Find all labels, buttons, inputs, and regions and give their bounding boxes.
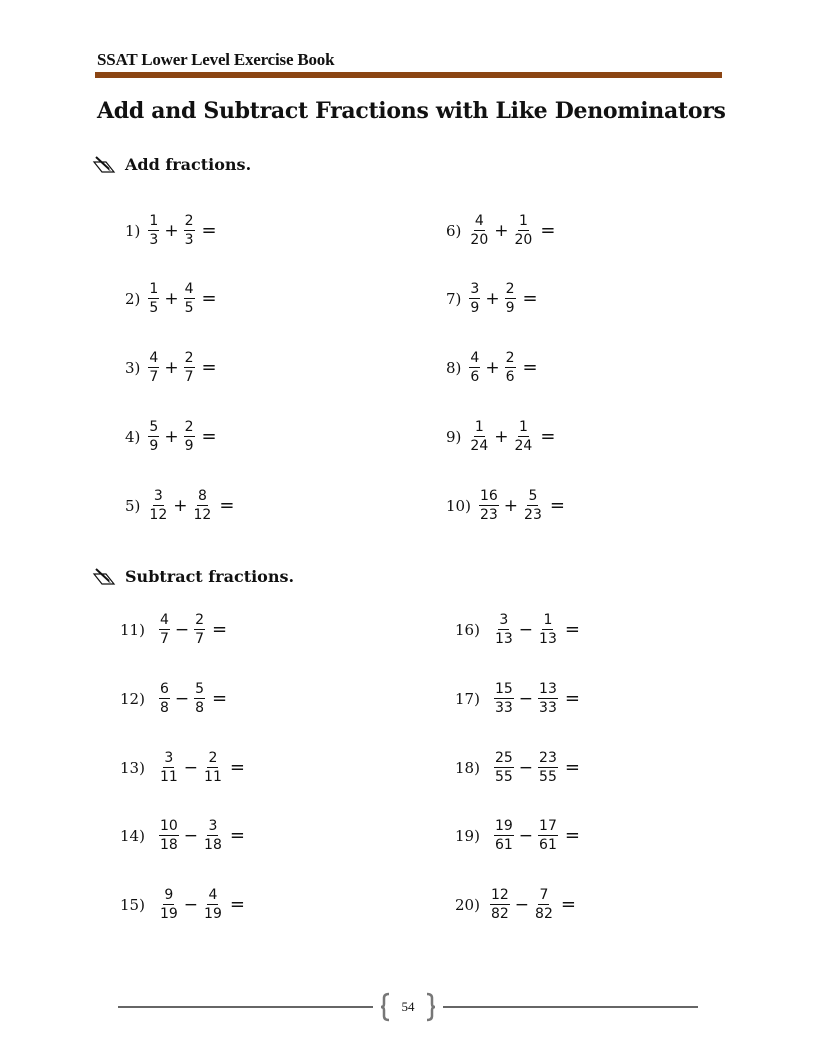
fraction: [182, 282, 197, 315]
fraction: [492, 613, 516, 646]
fraction: [467, 282, 482, 315]
pencil-paper-icon: [92, 568, 118, 586]
numerator: 5: [528, 488, 538, 504]
equals-sign: =: [540, 220, 556, 241]
fraction: [467, 351, 482, 384]
operator: +: [485, 357, 500, 378]
fraction: [536, 613, 560, 646]
problem-number: 5): [125, 496, 141, 515]
numerator: 5: [149, 419, 159, 435]
problem-number: 15): [120, 895, 145, 914]
operator: −: [183, 894, 199, 915]
problem-number: 12): [120, 689, 145, 708]
denominator: 82: [535, 906, 553, 922]
problem: [125, 214, 217, 247]
problem-number: 3): [125, 358, 141, 377]
numerator: 3: [208, 818, 218, 834]
problem-number: 10): [446, 496, 471, 515]
numerator: 4: [184, 281, 194, 297]
numerator: 9: [164, 887, 174, 903]
operator: +: [164, 357, 179, 378]
fraction: [182, 420, 197, 453]
numerator: 15: [494, 681, 513, 697]
fraction: [467, 214, 491, 247]
denominator: 3: [184, 232, 194, 248]
denominator: 24: [470, 438, 489, 454]
numerator: 16: [479, 488, 498, 504]
numerator: 2: [184, 419, 194, 435]
denominator: 55: [494, 769, 513, 785]
fraction: [492, 751, 516, 784]
problem: [446, 214, 555, 247]
fraction: [521, 489, 545, 522]
numerator: 2: [184, 213, 194, 229]
fraction: [157, 819, 181, 852]
denominator: 19: [204, 906, 222, 922]
numerator: 19: [494, 818, 513, 834]
fraction: [192, 682, 207, 715]
problem-number: 13): [120, 758, 145, 777]
equals-sign: =: [522, 288, 538, 309]
numerator: 4: [149, 350, 159, 366]
fraction: [146, 282, 161, 315]
denominator: 3: [149, 232, 159, 248]
problem: [120, 751, 245, 784]
operator: −: [183, 757, 199, 778]
numerator: 4: [159, 612, 169, 628]
denominator: 61: [494, 837, 513, 853]
page-title: Add and Subtract Fractions with Like Denominators: [97, 98, 726, 124]
fraction: [477, 489, 501, 522]
problem-number: 11): [120, 620, 145, 639]
denominator: 6: [470, 369, 480, 385]
fraction: [201, 888, 225, 921]
problem-number: 7): [446, 289, 462, 308]
problem-number: 2): [125, 289, 141, 308]
fraction: [192, 613, 207, 646]
equals-sign: =: [229, 757, 245, 778]
numerator: 8: [197, 488, 207, 504]
operator: +: [173, 495, 188, 516]
numerator: 1: [543, 612, 553, 628]
numerator: 7: [539, 887, 549, 903]
denominator: 7: [149, 369, 159, 385]
equals-sign: =: [229, 894, 245, 915]
numerator: 3: [164, 750, 174, 766]
numerator: 1: [518, 419, 528, 435]
denominator: 55: [539, 769, 557, 785]
fraction: [503, 282, 518, 315]
numerator: 1: [149, 281, 159, 297]
problem: [455, 682, 580, 715]
equals-sign: =: [564, 825, 580, 846]
equals-sign: =: [540, 426, 556, 447]
operator: −: [518, 757, 534, 778]
denominator: 7: [184, 369, 194, 385]
problem-number: 9): [446, 427, 462, 446]
problem: [120, 613, 227, 646]
fraction: [503, 351, 518, 384]
equals-sign: =: [549, 495, 565, 516]
numerator: 1: [518, 213, 528, 229]
page-number: 54: [401, 999, 415, 1014]
operator: +: [494, 220, 509, 241]
problem-number: 6): [446, 221, 462, 240]
problem: [446, 282, 538, 315]
fraction: [146, 489, 170, 522]
fraction: [467, 420, 491, 453]
denominator: 6: [505, 369, 515, 385]
denominator: 23: [479, 507, 498, 523]
fraction: [201, 751, 225, 784]
fraction: [511, 420, 535, 453]
equals-sign: =: [201, 220, 217, 241]
problem: [125, 489, 234, 522]
section-heading: Subtract fractions.: [125, 567, 295, 586]
problem: [125, 420, 217, 453]
denominator: 12: [149, 507, 168, 523]
numerator: 4: [208, 887, 218, 903]
operator: −: [518, 619, 534, 640]
section-subtract: [92, 567, 294, 586]
fraction: [492, 819, 516, 852]
denominator: 11: [204, 769, 222, 785]
fraction: [146, 420, 161, 453]
problem-number: 8): [446, 358, 462, 377]
equals-sign: =: [560, 894, 576, 915]
operator: −: [518, 825, 534, 846]
denominator: 8: [195, 700, 205, 716]
problem-number: 17): [455, 689, 480, 708]
equals-sign: =: [201, 357, 217, 378]
denominator: 82: [490, 906, 509, 922]
fraction: [146, 214, 161, 247]
operator: −: [183, 825, 199, 846]
problem: [125, 282, 217, 315]
footer-rule-right: [443, 1006, 698, 1008]
numerator: 3: [153, 488, 163, 504]
pencil-paper-icon: [92, 156, 118, 174]
problem: [446, 420, 555, 453]
numerator: 2: [505, 350, 515, 366]
numerator: 13: [539, 681, 557, 697]
problem-number: 19): [455, 826, 480, 845]
operator: −: [174, 619, 190, 640]
problem-number: 4): [125, 427, 141, 446]
denominator: 23: [524, 507, 542, 523]
book-header: SSAT Lower Level Exercise Book: [97, 50, 335, 69]
fraction: [536, 751, 560, 784]
equals-sign: =: [201, 288, 217, 309]
numerator: 10: [159, 818, 178, 834]
problem-number: 14): [120, 826, 145, 845]
fraction: [532, 888, 556, 921]
problem: [446, 351, 538, 384]
denominator: 12: [193, 507, 212, 523]
denominator: 7: [159, 631, 169, 647]
fraction: [190, 489, 214, 522]
fraction: [157, 751, 181, 784]
denominator: 33: [494, 700, 513, 716]
fraction: [157, 682, 172, 715]
numerator: 17: [539, 818, 557, 834]
fraction: [201, 819, 225, 852]
header-rule: [95, 72, 722, 78]
equals-sign: =: [229, 825, 245, 846]
denominator: 20: [470, 232, 489, 248]
denominator: 7: [195, 631, 205, 647]
section-add: [92, 155, 251, 174]
operator: −: [518, 688, 534, 709]
denominator: 33: [539, 700, 557, 716]
fraction: [157, 888, 181, 921]
equals-sign: =: [212, 619, 228, 640]
numerator: 12: [490, 887, 509, 903]
problem-number: 1): [125, 221, 141, 240]
denominator: 9: [505, 300, 515, 316]
problem: [455, 751, 580, 784]
fraction: [511, 214, 535, 247]
denominator: 9: [184, 438, 194, 454]
denominator: 5: [149, 300, 159, 316]
problem: [120, 682, 227, 715]
footer-rule-left: [118, 1006, 373, 1008]
problem-number: 18): [455, 758, 480, 777]
denominator: 19: [159, 906, 178, 922]
numerator: 25: [494, 750, 513, 766]
problem: [455, 613, 580, 646]
operator: +: [164, 220, 179, 241]
fraction: [492, 682, 516, 715]
page-number-box: [380, 992, 436, 1022]
problem: [455, 888, 576, 921]
numerator: 23: [539, 750, 557, 766]
denominator: 5: [184, 300, 194, 316]
equals-sign: =: [564, 619, 580, 640]
operator: −: [174, 688, 190, 709]
equals-sign: =: [219, 495, 235, 516]
problem: [120, 819, 245, 852]
equals-sign: =: [564, 688, 580, 709]
denominator: 13: [494, 631, 513, 647]
denominator: 18: [204, 837, 222, 853]
numerator: 2: [505, 281, 515, 297]
equals-sign: =: [212, 688, 228, 709]
fraction: [146, 351, 161, 384]
equals-sign: =: [564, 757, 580, 778]
numerator: 2: [208, 750, 218, 766]
numerator: 1: [149, 213, 159, 229]
operator: +: [164, 426, 179, 447]
numerator: 6: [159, 681, 169, 697]
numerator: 3: [499, 612, 509, 628]
problem: [455, 819, 580, 852]
fraction: [182, 214, 197, 247]
numerator: 1: [474, 419, 484, 435]
problem-number: 20): [455, 895, 480, 914]
fraction: [182, 351, 197, 384]
problem: [125, 351, 217, 384]
denominator: 9: [149, 438, 159, 454]
denominator: 8: [159, 700, 169, 716]
numerator: 2: [195, 612, 205, 628]
section-heading: Add fractions.: [125, 155, 252, 174]
denominator: 18: [159, 837, 178, 853]
problem-number: 16): [455, 620, 480, 639]
denominator: 24: [514, 438, 533, 454]
operator: +: [494, 426, 509, 447]
denominator: 9: [470, 300, 480, 316]
numerator: 2: [184, 350, 194, 366]
denominator: 11: [159, 769, 178, 785]
problem: [120, 888, 245, 921]
fraction: [488, 888, 512, 921]
denominator: 13: [539, 631, 557, 647]
denominator: 20: [514, 232, 533, 248]
fraction: [536, 682, 560, 715]
numerator: 5: [195, 681, 205, 697]
operator: +: [164, 288, 179, 309]
operator: +: [485, 288, 500, 309]
numerator: 4: [470, 350, 480, 366]
operator: +: [503, 495, 519, 516]
fraction: [157, 613, 172, 646]
numerator: 4: [474, 213, 484, 229]
equals-sign: =: [522, 357, 538, 378]
fraction: [536, 819, 560, 852]
numerator: 3: [470, 281, 480, 297]
problem: [446, 489, 565, 522]
equals-sign: =: [201, 426, 217, 447]
denominator: 61: [539, 837, 557, 853]
operator: −: [514, 894, 530, 915]
